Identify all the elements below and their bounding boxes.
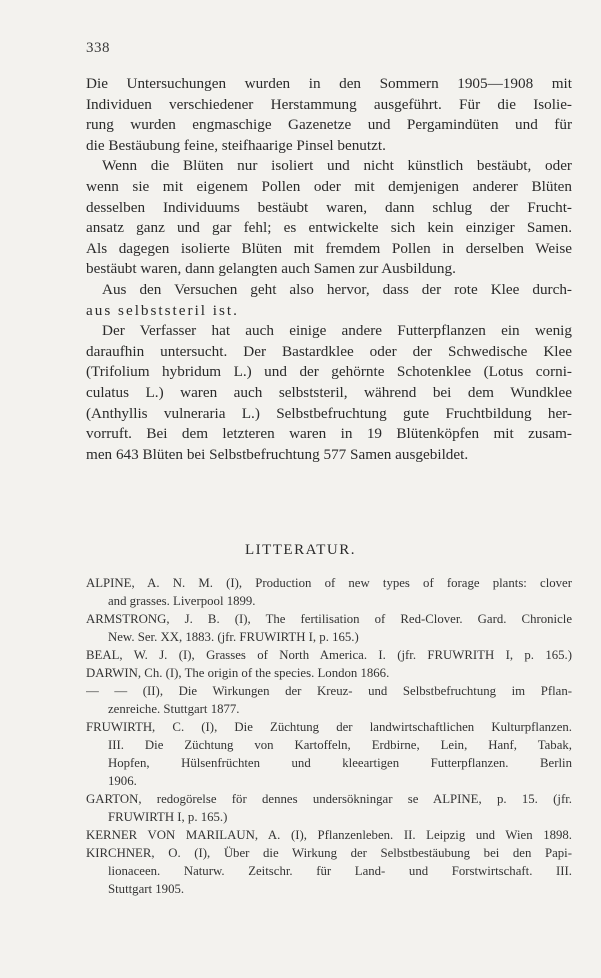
body-line: wenn sie mit eigenem Pollen oder mit demjenigen anderer Blüten xyxy=(86,177,572,195)
body-line: Als dagegen isolierte Blüten mit fremdem Pollen in derselben Weise xyxy=(86,239,572,257)
body-line: Aus den Versuchen geht also hervor, dass der rote Klee durch- xyxy=(102,280,572,298)
body-line: Der Verfasser hat auch einige andere Futterpflanzen ein wenig xyxy=(102,322,572,340)
reference-line: DARWIN, Ch. (I), The origin of the species. London 1866. xyxy=(86,666,390,680)
body-line: Die Untersuchungen wurden in den Sommern 1905—1908 mit xyxy=(86,75,572,92)
reference-line: Stuttgart 1905. xyxy=(108,882,185,896)
reference-line: New. Ser. XX, 1883. (jfr. FRUWIRTH I, p. 165.) xyxy=(108,630,359,644)
body-line: aus selbststeril ist. xyxy=(86,301,239,319)
body-line: ansatz ganz und gar fehl; es entwickelte sich kein einziger Samen. xyxy=(86,219,572,237)
body-line: rung wurden engmaschige Gazenetze und Pergamindüten und für xyxy=(86,116,572,134)
reference-line: III. Die Züchtung von Kartoffeln, Erdbirne, Lein, Hanf, Tabak, xyxy=(108,738,572,752)
reference-line: FRUWIRTH I, p. 165.) xyxy=(108,810,228,824)
reference-line: KERNER VON MARILAUN, A. (I), Pflanzenleben. II. Leipzig und Wien 1898. xyxy=(86,828,572,842)
body-line: culatus L.) waren auch selbststeril, während bei dem Wundklee xyxy=(86,383,572,401)
body-line: (Trifolium hybridum L.) und der gehörnte Schotenklee (Lotus corni- xyxy=(86,363,572,381)
body-line: Individuen verschiedener Herstammung ausgeführt. Für die Isolie- xyxy=(86,95,572,113)
reference-line: GARTON, redogörelse för dennes undersökningar se ALPINE, p. 15. (jfr. xyxy=(86,792,572,806)
section-heading: LITTERATUR. xyxy=(244,542,357,558)
body-line: daraufhin untersucht. Der Bastardklee oder der Schwedische Klee xyxy=(86,342,572,360)
reference-list xyxy=(86,574,572,898)
reference-line: zenreiche. Stuttgart 1877. xyxy=(108,702,240,716)
reference-line: KIRCHNER, O. (I), Über die Wirkung der Selbstbestäubung bei den Papi- xyxy=(86,846,572,860)
body-line: bestäubt waren, dann gelangten auch Samen zur Ausbildung. xyxy=(86,260,456,278)
reference-line: and grasses. Liverpool 1899. xyxy=(108,594,256,608)
reference-line: FRUWIRTH, C. (I), Die Züchtung der landwirtschaftlichen Kulturpflanzen. xyxy=(86,720,572,734)
reference-line: BEAL, W. J. (I), Grasses of North America. I. (jfr. FRUWRITH I, p. 165.) xyxy=(86,648,572,662)
reference-line: ALPINE, A. N. M. (I), Production of new types of forage plants: clover xyxy=(86,576,572,590)
reference-line: lionaceen. Naturw. Zeitschr. für Land- und Forstwirtschaft. III. xyxy=(108,864,572,878)
body-line: (Anthyllis vulneraria L.) Selbstbefruchtung gute Fruchtbildung her- xyxy=(86,404,572,422)
page-number: 338 xyxy=(86,40,110,56)
body-line: desselben Individuums bestäubt waren, dann schlug der Frucht- xyxy=(86,198,572,216)
body-line: vorruft. Bei dem letzteren waren in 19 Blütenköpfen mit zusam- xyxy=(86,425,572,443)
reference-line: Hopfen, Hülsenfrüchten und kleeartigen Futterpflanzen. Berlin xyxy=(108,756,572,770)
body-line: men 643 Blüten bei Selbstbefruchtung 577 Samen ausgebildet. xyxy=(86,445,469,463)
body-line: die Bestäubung feine, steifhaarige Pinsel benutzt. xyxy=(86,136,386,154)
reference-line: — — (II), Die Wirkungen der Kreuz- und Selbstbefruchtung im Pflan- xyxy=(86,684,572,698)
reference-line: ARMSTRONG, J. B. (I), The fertilisation of Red-Clover. Gard. Chronicle xyxy=(86,612,572,626)
reference-line: 1906. xyxy=(108,774,137,788)
body-line: Wenn die Blüten nur isoliert und nicht künstlich bestäubt, oder xyxy=(102,157,572,175)
body-text xyxy=(86,74,572,465)
